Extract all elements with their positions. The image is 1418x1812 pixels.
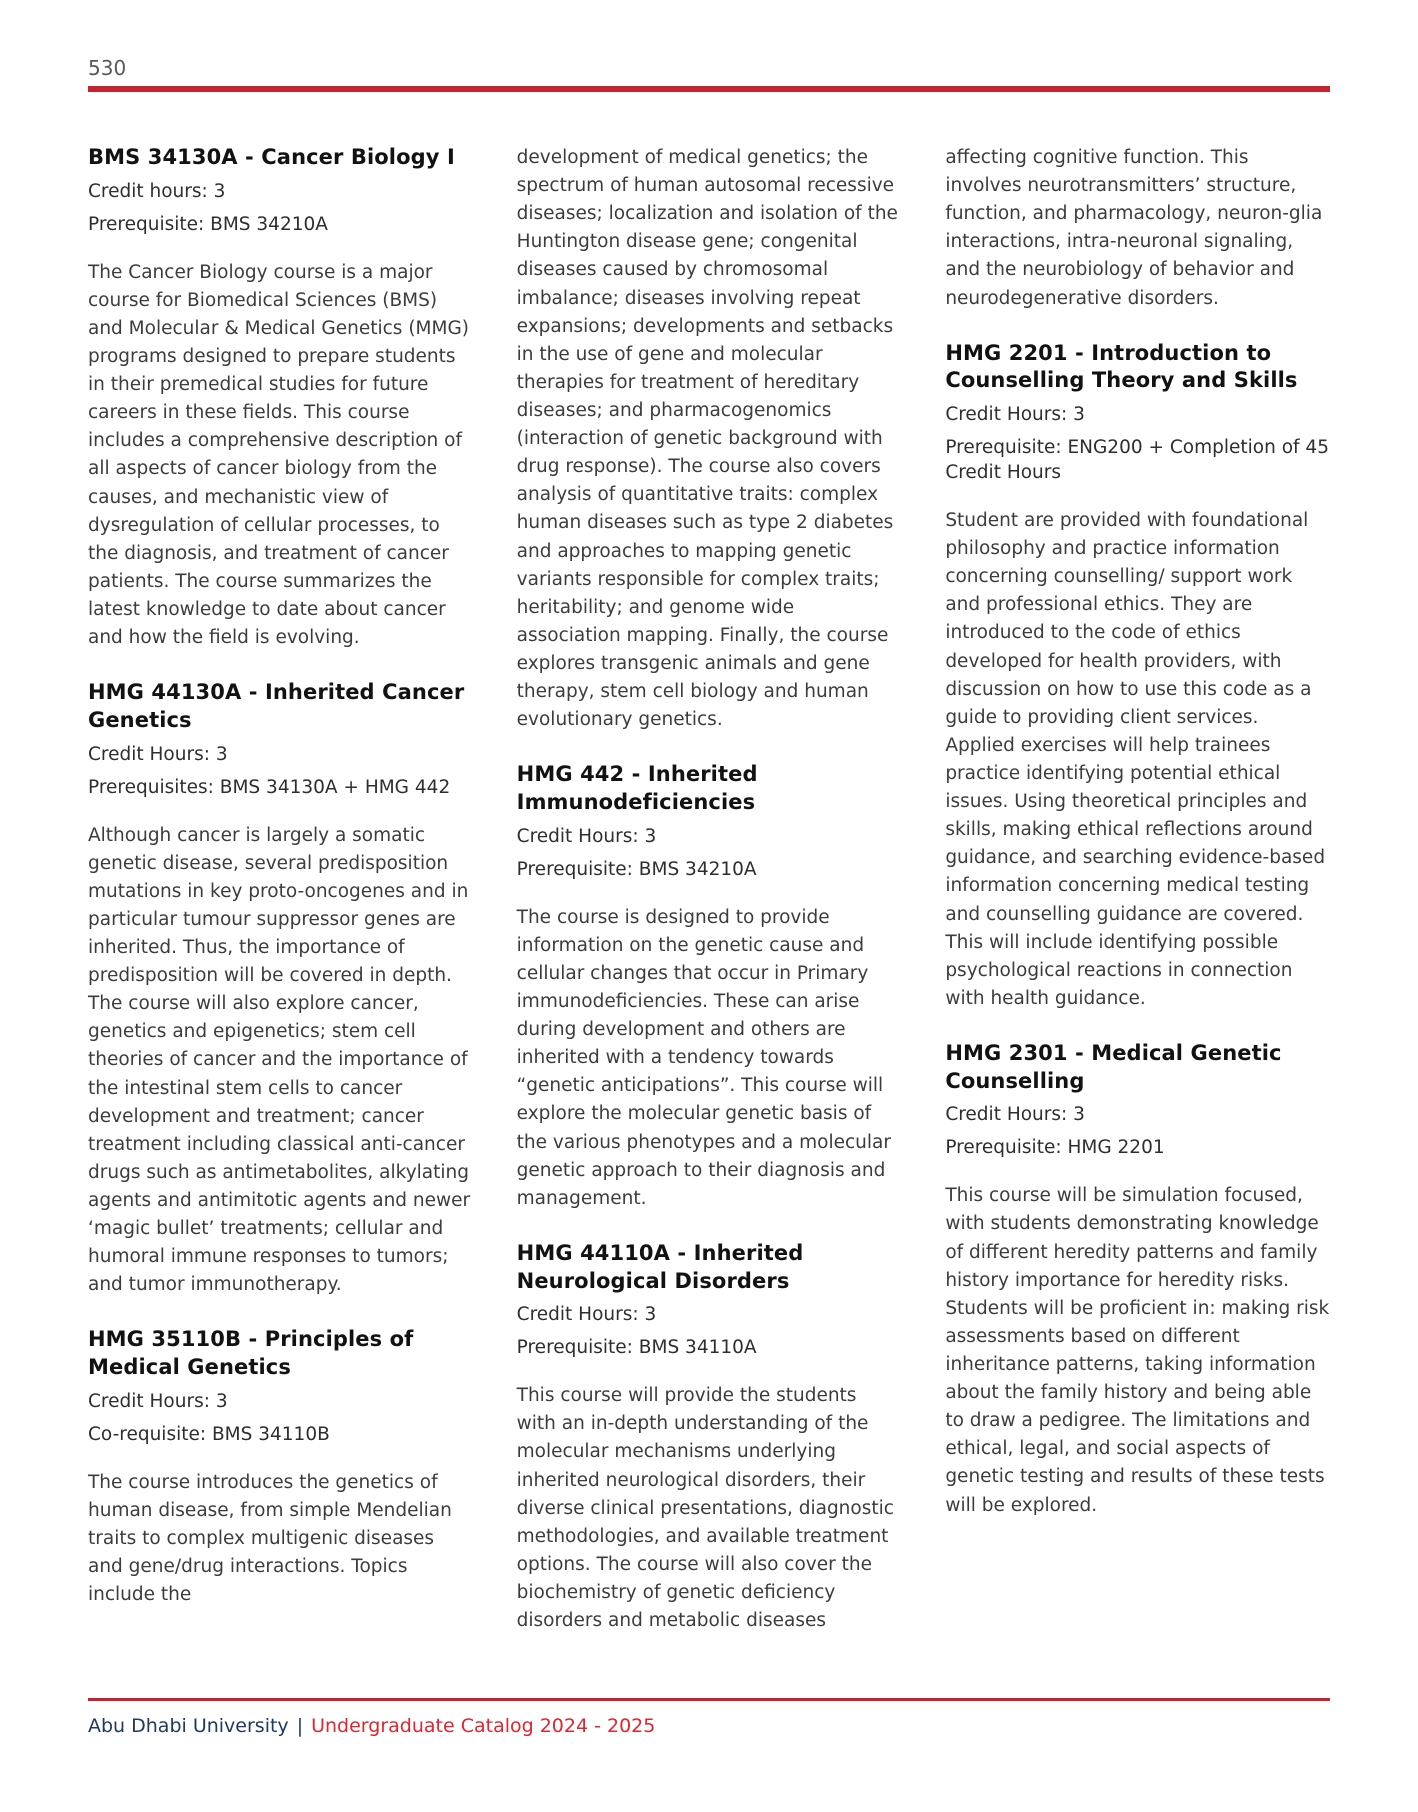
column-3 [945, 144, 1330, 1520]
course-meta: Credit hours: 3 [88, 180, 226, 202]
course-description: The course introduces the genetics of human disease, from simple Mendelian traits to complex multigenic diseases and gene/drug interactions. Topics include the [88, 1471, 452, 1606]
course-meta: Credit Hours: 3 [88, 1390, 228, 1412]
course-meta: Co-requisite: BMS 34110B [88, 1423, 330, 1445]
course-meta: Prerequisites: BMS 34130A + HMG 442 [88, 776, 451, 798]
course-meta: Prerequisite: ENG200 + Completion of 45 Credit Hours [945, 437, 1329, 484]
course-description: development of medical genetics; the spectrum of human autosomal recessive diseases; localization and isolation of the Huntington disease gene; congenital diseases caused by chromosomal imbalance; diseases involving repeat expansions; developments and setbacks in the use of gene and molecular therapies for treatment of hereditary diseases; and pharmacogenomics (interaction of genetic background with drug response). The course also covers analysis of quantitative traits: complex human diseases such as type 2 diabetes and approaches to mapping genetic variants responsible for complex traits; heritability; and genome wide association mapping. Finally, the course explores transgenic animals and gene therapy, stem cell biology and human evolutionary genetics. [516, 147, 898, 731]
page-footer [88, 1698, 1330, 1737]
footer-separator: | [296, 1715, 304, 1737]
course-meta: Credit Hours: 3 [945, 1104, 1085, 1126]
columns [88, 144, 1330, 1635]
course-title: HMG 2301 - Medical Genetic Counselling [945, 1040, 1282, 1093]
course-meta: Prerequisite: HMG 2201 [945, 1137, 1165, 1159]
footer-rule [88, 1698, 1330, 1701]
course-description: Although cancer is largely a somatic genetic disease, several predisposition mutations in key proto-oncogenes and in particular tumour suppressor genes are inherited. Thus, the importance of predisposition will be covered in depth. The course will also explore cancer, genetics and epigenetics; stem cell theories of cancer and the importance of the intestinal stem cells to cancer development and treatment; cancer treatment including classical anti-cancer drugs such as antimetabolites, alkylating agents and antimitotic agents and newer ‘magic bullet’ treatments; cellular and humoral immune responses to tumors; and tumor immunotherapy. [88, 824, 471, 1296]
course-description: This course will provide the students with an in-depth understanding of the molecular mechanisms underlying inherited neurological disorders, their diverse clinical presentations, diagnostic methodologies, and available treatment options. The course will also cover the biochemistry of genetic deficiency disorders and metabolic diseases [516, 1385, 894, 1632]
course-meta: Prerequisite: BMS 34210A [88, 213, 328, 235]
course-meta: Credit Hours: 3 [945, 404, 1085, 426]
column-2 [517, 144, 902, 1635]
course-title: HMG 44130A - Inherited Cancer Genetics [88, 680, 465, 732]
course-meta: Prerequisite: BMS 34110A [516, 1337, 757, 1359]
course-title: HMG 442 - Inherited Immunodeficiencies [516, 762, 758, 815]
course-title: HMG 44110A - Inherited Neurological Disorders [516, 1240, 804, 1293]
course-title: HMG 35110B - Principles of Medical Genetics [88, 1327, 414, 1380]
course-title: HMG 2201 - Introduction to Counselling Theory and Skills [945, 340, 1298, 393]
page-number: 530 [88, 56, 127, 80]
footer-catalog: Undergraduate Catalog 2024 - 2025 [311, 1715, 656, 1737]
header-rule [88, 86, 1330, 92]
course-description: The course is designed to provide information on the genetic cause and cellular changes that occur in Primary immunodeficiencies. These can arise during development and others are inherited with a tendency towards “genetic anticipations”. This course will explore the molecular genetic basis of the various phenotypes and a molecular genetic approach to their diagnosis and management. [516, 906, 891, 1209]
page-content [88, 0, 1330, 1635]
course-title: BMS 34130A - Cancer Biology I [88, 145, 455, 169]
course-description: Student are provided with foundational philosophy and practice information concerning counselling/ support work and professional ethics. They are introduced to the code of ethics developed for health providers, with discussion on how to use this code as a guide to providing client services. Applied exercises will help trainees practice identifying potential ethical issues. Using theoretical principles and skills, making ethical reflections around guidance, and searching evidence-based information concerning medical testing and counselling guidance are covered. This will include identifying possible psychological reactions in connection with health guidance. [945, 510, 1326, 1009]
footer-text [88, 1715, 1330, 1737]
course-description: This course will be simulation focused, with students demonstrating knowledge of different heredity patterns and family history importance for heredity risks. Students will be proficient in: making risk assessments based on different inheritance patterns, taking information about the family history and being able to draw a pedigree. The limitations and ethical, legal, and social aspects of genetic testing and results of these tests will be explored. [945, 1185, 1330, 1516]
course-meta: Credit Hours: 3 [516, 825, 657, 847]
course-meta: Prerequisite: BMS 34210A [516, 858, 757, 880]
course-description: affecting cognitive function. This involves neurotransmitters’ structure, function, and pharmacology, neuron-glia interactions, intra-neuronal signaling, and the neurobiology of behavior and neurodegenerative disorders. [945, 147, 1323, 309]
footer-university: Abu Dhabi University [88, 1715, 289, 1737]
course-meta: Credit Hours: 3 [88, 743, 228, 765]
course-meta: Credit Hours: 3 [516, 1304, 657, 1326]
course-description: The Cancer Biology course is a major course for Biomedical Sciences (BMS) and Molecular & Medical Genetics (MMG) programs designed to prepare students in their premedical studies for future careers in these fields. This course includes a comprehensive description of all aspects of cancer biology from the causes, and mechanistic view of dysregulation of cellular processes, to the diagnosis, and treatment of cancer patients. The course summarizes the latest knowledge to date about cancer and how the field is evolving. [88, 261, 470, 649]
column-1 [88, 144, 473, 1609]
